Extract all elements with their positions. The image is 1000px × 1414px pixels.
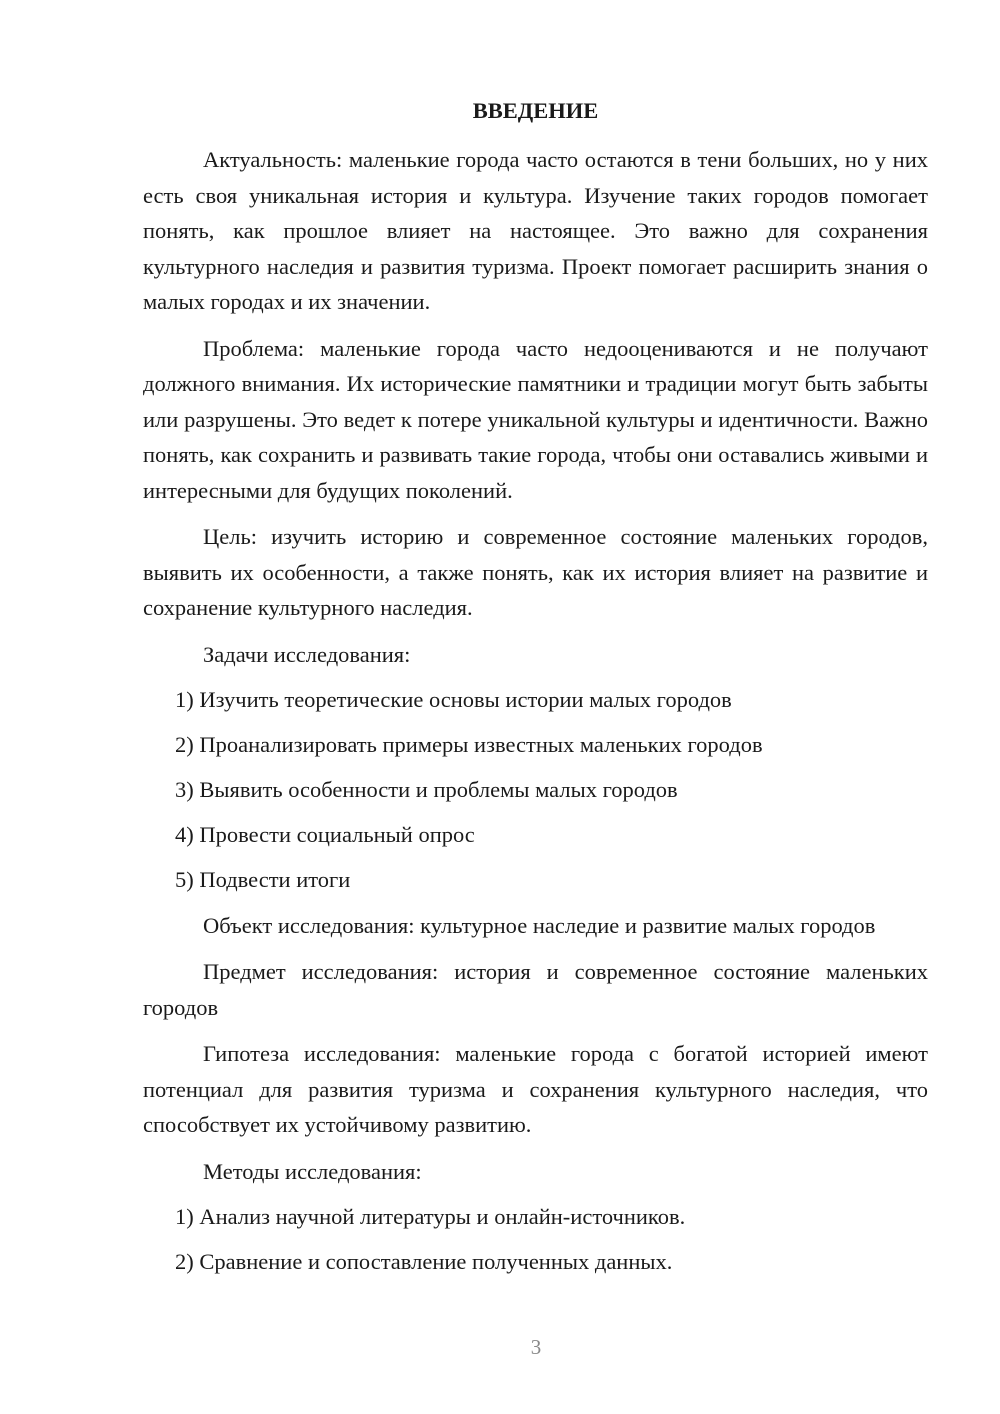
methods-list bbox=[143, 1199, 928, 1280]
paragraph-hypothesis: Гипотеза исследования: маленькие города с богатой историей имеют потенциал для развития туризма и сохранения культурного наследия, что способствует их устойчивому развитию. bbox=[143, 1041, 928, 1137]
paragraph-relevance: Актуальность: маленькие города часто остаются в тени больших, но у них есть своя уникальная история и культура. Изучение таких городов помогает понять, как прошлое влияет на настоящее. Это важно для сохранения культурного наследия и развития туризма. Проект помогает расширить знания о малых городах и их значении. bbox=[143, 147, 928, 314]
page-number: 3 bbox=[530, 1335, 542, 1359]
paragraph-problem: Проблема: маленькие города часто недооцениваются и не получают должного внимания. Их исторические памятники и традиции могут быть забыты или разрушены. Это ведет к потере уникальной культуры и идентичности. Важно понять, как сохранить и развивать такие города, чтобы они оставались живыми и интересными для будущих поколений. bbox=[143, 335, 928, 503]
list-item: 2) Сравнение и сопоставление полученных данных. bbox=[175, 1249, 673, 1274]
paragraph-goal: Цель: изучить историю и современное состояние маленьких городов, выявить их особенности, а также понять, как их история влияет на развитие и сохранение культурного наследия. bbox=[143, 524, 928, 620]
paragraph-subject: Предмет исследования: история и современное состояние маленьких городов bbox=[143, 959, 928, 1020]
methods-heading: Методы исследования: bbox=[203, 1158, 422, 1184]
tasks-list bbox=[143, 682, 928, 898]
list-item: 1) Изучить теоретические основы истории малых городов bbox=[175, 687, 732, 712]
section-title: ВВЕДЕНИЕ bbox=[472, 98, 599, 123]
tasks-heading: Задачи исследования: bbox=[203, 641, 411, 667]
list-item: 5) Подвести итоги bbox=[175, 867, 351, 892]
list-item: 3) Выявить особенности и проблемы малых городов bbox=[175, 777, 678, 802]
list-item: 4) Провести социальный опрос bbox=[175, 822, 475, 847]
paragraph-object: Объект исследования: культурное наследие и развитие малых городов bbox=[203, 912, 876, 938]
list-item: 2) Проанализировать примеры известных маленьких городов bbox=[175, 732, 763, 757]
page-content bbox=[143, 93, 928, 1290]
list-item: 1) Анализ научной литературы и онлайн-источников. bbox=[175, 1204, 686, 1229]
